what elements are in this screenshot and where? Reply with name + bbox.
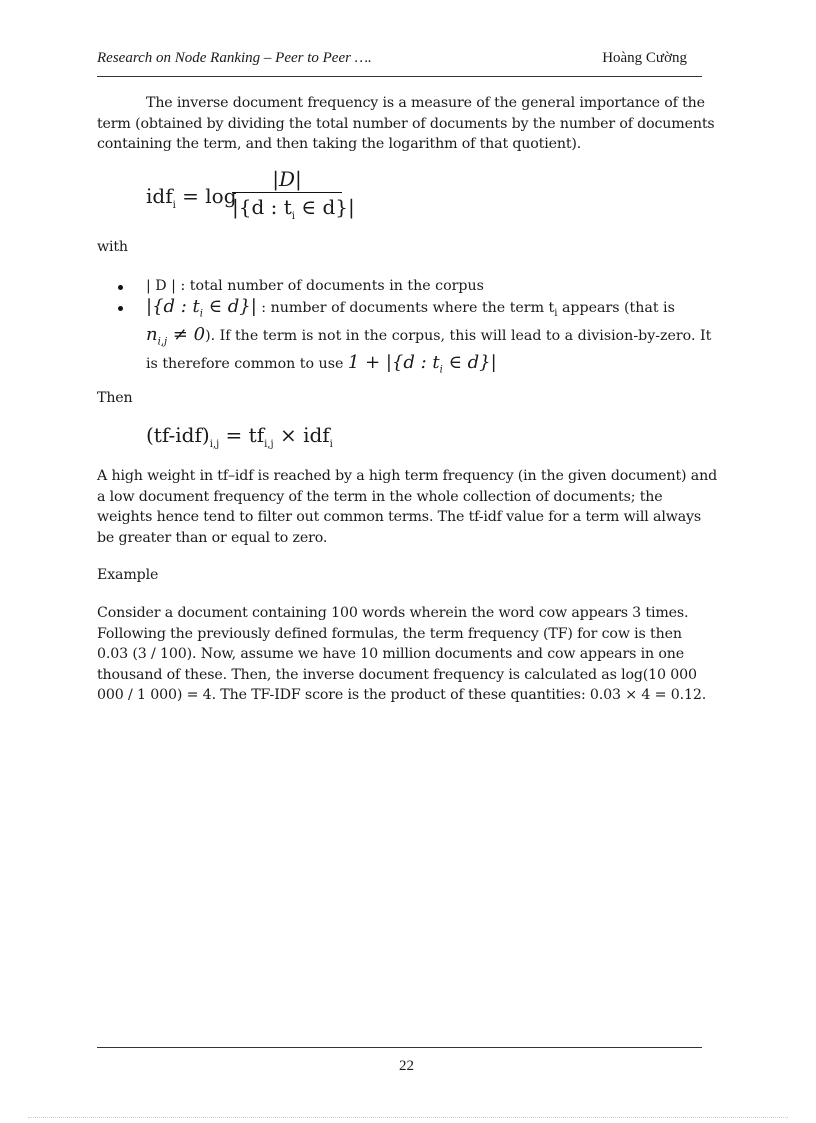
running-title: Research on Node Ranking – Peer to Peer …. xyxy=(97,50,372,66)
formula-tfidf: $(tf-idf)_{i,j} = tf_{i,j} \times idf_i$ xyxy=(146,423,333,450)
footer-rule xyxy=(97,1047,702,1048)
math-inline: |{d : $t_i$ ∈ d}| xyxy=(146,295,257,320)
formula-idf-numerator: |D| xyxy=(272,167,302,191)
math-inline: 1 + |{d : $t_i$ ∈ d}| xyxy=(347,351,497,376)
paragraph-idf-text: The inverse document frequency is a measure of the general importance of the term (obtained by dividing the total number of documents by the number of documents containing the term, and then taking the logarithm of that quotient). xyxy=(97,95,715,152)
page-edge-divider xyxy=(28,1117,788,1118)
page-number: 22 xyxy=(399,1058,414,1074)
formula-idf-lhs: idf$_i$ = log xyxy=(146,184,237,211)
paragraph-weight: A high weight in tf–idf is reached by a high term frequency (in the given document) and a low document frequency of the term in the whole collection of documents; the weights hence tend to filter out common terms. The tf-idf value for a term will always be greater than or equal to zero. xyxy=(97,468,717,546)
page-header xyxy=(97,48,702,70)
with-label: with xyxy=(97,239,128,255)
definition-list xyxy=(118,276,718,381)
bullet-icon xyxy=(118,285,123,290)
paragraph-example: Consider a document containing 100 words wherein the word cow appears 3 times. Following the previously defined formulas, the term frequency (TF) for cow is then 0.03 (3 / 100). Now, assume we have 10 million documents and cow appears in one thousand of these. Then, the inverse document frequency is calculated as log(10 000 000 / 1 000) = 4. The TF-IDF score is the product of these quantities: 0.03 × 4 = 0.12. xyxy=(97,605,707,703)
list-item: |{d : $t_i$ ∈ d}| : number of documents where the term $t_i$ appears (that is $n_{i,j} \ne 0$). If the term is not in the corpus, this will lead to a division-by-zero. It is therefore common to use 1 + |{d : $t_i$ ∈ d}| xyxy=(118,297,718,381)
list-item: | D | : total number of documents in the corpus xyxy=(118,276,718,297)
paragraph-idf xyxy=(97,93,717,155)
fraction-bar xyxy=(232,192,342,193)
math-inline: $n_{i,j} \ne 0$ xyxy=(146,323,206,348)
bullet-icon xyxy=(118,306,123,311)
header-rule xyxy=(97,76,702,77)
example-label: Example xyxy=(97,567,159,583)
then-label: Then xyxy=(97,390,133,406)
formula-idf-denominator: |{d : $t_i$ ∈ d}| xyxy=(232,195,355,222)
formula-idf-fraction xyxy=(232,167,355,229)
running-author: Hoàng Cường xyxy=(602,50,687,66)
